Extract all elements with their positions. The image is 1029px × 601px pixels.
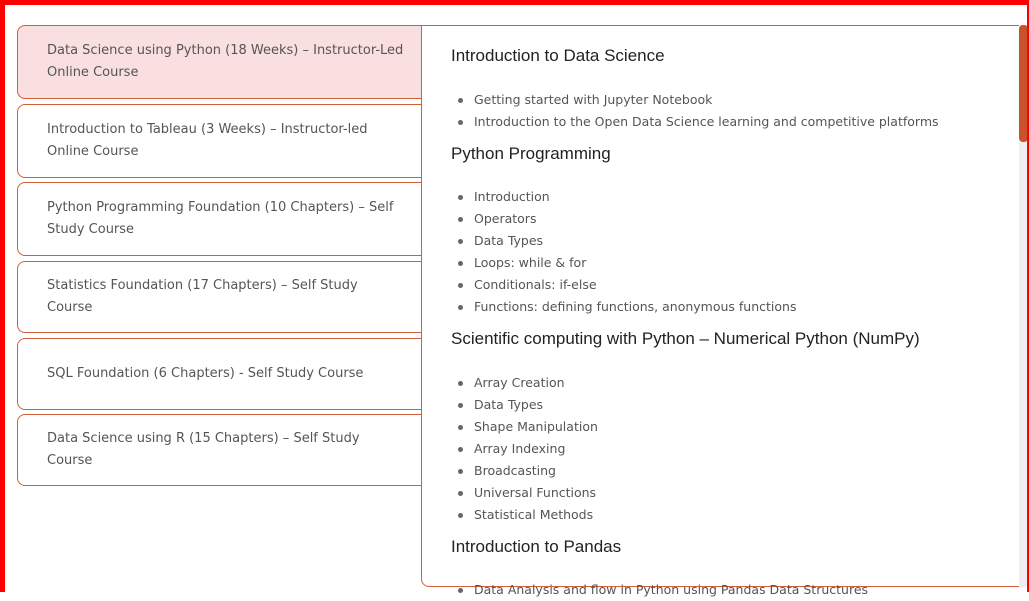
- list-item: Loops: while & for: [451, 252, 796, 274]
- tab-label: SQL Foundation (6 Chapters) - Self Study Course: [47, 366, 364, 381]
- tab-label: Data Science using R (15 Chapters) – Self Study Course: [47, 431, 360, 468]
- section-title: Scientific computing with Python – Numerical Python (NumPy): [451, 329, 920, 348]
- list-item: Introduction: [451, 186, 796, 208]
- tab-label: Data Science using Python (18 Weeks) – Instructor-Led Online Course: [47, 43, 404, 80]
- list-item: Array Indexing: [451, 438, 598, 460]
- list-item: Universal Functions: [451, 482, 598, 504]
- tab-sql-foundation[interactable]: [17, 338, 437, 410]
- list-item: Data Analysis and flow in Python using Pandas Data Structures: [451, 579, 868, 601]
- section-list: [451, 89, 939, 133]
- tab-label: Python Programming Foundation (10 Chapters) – Self Study Course: [47, 200, 394, 237]
- tab-label: Statistics Foundation (17 Chapters) – Self Study Course: [47, 278, 358, 315]
- tab-data-science-r[interactable]: [17, 414, 437, 486]
- section-list: [451, 579, 868, 601]
- section-title: Introduction to Data Science: [451, 46, 665, 65]
- list-item: Broadcasting: [451, 460, 598, 482]
- list-item: Introduction to the Open Data Science learning and competitive platforms: [451, 111, 939, 133]
- list-item: Functions: defining functions, anonymous functions: [451, 296, 796, 318]
- scrollbar-thumb[interactable]: [1019, 25, 1028, 142]
- list-item: Array Creation: [451, 372, 598, 394]
- tab-statistics-foundation[interactable]: [17, 261, 437, 333]
- tab-label: Introduction to Tableau (3 Weeks) – Instructor-led Online Course: [47, 122, 368, 159]
- tab-intro-tableau[interactable]: [17, 104, 437, 178]
- course-content-panel: [421, 25, 1028, 597]
- list-item: Operators: [451, 208, 796, 230]
- tab-python-foundation[interactable]: [17, 182, 437, 256]
- list-item: Data Types: [451, 230, 796, 252]
- list-item: Getting started with Jupyter Notebook: [451, 89, 939, 111]
- tab-data-science-python[interactable]: [17, 25, 437, 99]
- content-scrollbar[interactable]: [1019, 25, 1028, 587]
- list-item: Shape Manipulation: [451, 416, 598, 438]
- section-list: [451, 372, 598, 526]
- list-item: Conditionals: if-else: [451, 274, 796, 296]
- list-item: Statistical Methods: [451, 504, 598, 526]
- section-title: Python Programming: [451, 144, 611, 163]
- list-item: Data Types: [451, 394, 598, 416]
- section-title: Introduction to Pandas: [451, 537, 622, 556]
- section-list: [451, 186, 796, 318]
